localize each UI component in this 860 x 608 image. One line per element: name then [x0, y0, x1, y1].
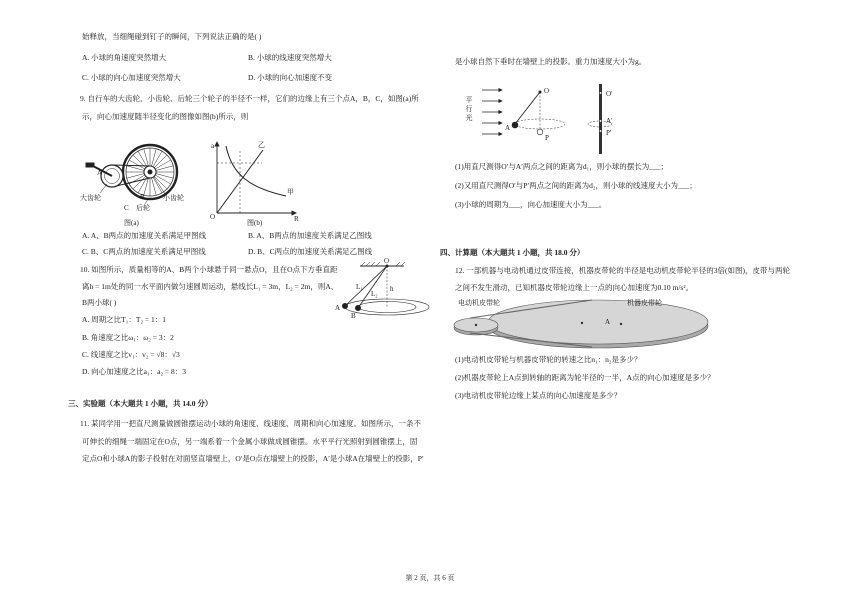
q10-option-d: D. 向心加速度之比a₁：a₂ = 8：3 — [82, 367, 187, 376]
label-wall-p: P′ — [606, 129, 612, 137]
q8-stem-tail: 始释放，当细绳碰到钉子的瞬间，下列说法正确的是( ) — [82, 32, 262, 41]
q11-part-3: (3)小球的周期为___，向心加速度大小为___。 — [455, 200, 607, 209]
label-line-yi: 乙 — [258, 141, 265, 149]
label-ball-a: A — [505, 124, 511, 132]
ball-p — [537, 129, 543, 135]
label-small-gear: 小齿轮 — [163, 194, 184, 202]
q9-option-a: A. A、B两点的加速度关系满足甲图线 — [82, 231, 207, 240]
suspension-point — [386, 265, 388, 267]
label-wall-o: O′ — [606, 90, 613, 98]
ball-b — [356, 306, 361, 311]
q10-figure-pendulums — [335, 257, 429, 320]
label-point-c: C — [124, 204, 129, 212]
q10-stem-line-2: 离h = 1m处的同一水平面内做匀速圆周运动，悬线长L₁ = 3m，L₂ = 2m，则A、 — [82, 282, 339, 291]
q9-figure-a-bicycle — [80, 145, 184, 227]
label-ball-p: P — [545, 134, 549, 142]
q11-stem-line-4: 是小球自然下垂时在墙壁上的投影。重力加速度大小为g。 — [455, 57, 647, 66]
label-point-a: A — [605, 318, 611, 326]
label-x-axis: R — [294, 215, 299, 223]
q10-option-a: A. 周期之比T₁：T₂ = 1：1 — [82, 315, 167, 324]
q12-part-2: (2)机器皮带轮上A点到转轴的距离为轮半径的一半，A点的向心加速度是多少？ — [455, 373, 715, 382]
chain-top — [112, 165, 150, 166]
q11-stem-line-3: 定点O和小球A的影子投射在对面竖直墙壁上，O′是O点在墙壁上的投影，A′是小球A在墙壁上的投影，P′ — [82, 454, 424, 463]
label-h: h — [390, 285, 394, 293]
rear-hub — [148, 170, 152, 174]
label-parallel-light: 平行光 — [465, 96, 473, 123]
section-4-title: 四、计算题（本大题共 1 小题，共 18.0 分） — [440, 248, 585, 257]
q9-option-b: B. A、B两点的加速度关系满足乙图线 — [248, 231, 372, 240]
orbit-b — [358, 302, 416, 313]
label-motor-pulley: 电动机皮带轮 — [458, 299, 500, 307]
q8-option-b: B. 小球的线速度突然增大 — [248, 53, 332, 62]
label-point-o: O — [544, 87, 550, 95]
ball-a — [343, 304, 348, 309]
label-point-b: B — [140, 193, 145, 201]
q12-part-3: (3)电动机皮带轮边缘上某点的向心加速度是多少？ — [455, 391, 622, 400]
label-wall-a: A′ — [606, 117, 613, 125]
page-number: 第 2 页，共 6 页 — [405, 574, 455, 582]
caption-figure-b: 图(b) — [247, 219, 263, 227]
q12-stem-line-1: 12. 一部机器与电动机通过皮带连接，机器皮带轮的半径是电动机皮带轮半径的3倍(如图)，皮带与两轮 — [455, 266, 790, 275]
label-ball-b: B — [351, 312, 356, 320]
machine-pulley-center — [581, 322, 583, 324]
q10-option-c: C. 线速度之比v₁：v₂ = √8：√3 — [82, 350, 180, 359]
q8-option-d: D. 小球的向心加速度不变 — [248, 73, 333, 82]
label-big-gear: 大齿轮 — [80, 194, 101, 202]
wall — [599, 84, 602, 154]
wall-dot-a — [599, 120, 601, 122]
label-machine-pulley: 机器皮带轮 — [627, 299, 662, 307]
label-origin: O — [210, 213, 216, 221]
q11-stem-line-2: 可伸长的细绳一端固定在O点，另一端系着一个金属小球做成圆锥摆。水平平行光照射到圆锥摆上，固 — [82, 437, 418, 446]
q10-stem-line-3: B两小球( ) — [82, 298, 117, 307]
q12-part-1: (1)电动机皮带轮与机器皮带轮的转速之比n₁：n₂是多少？ — [455, 355, 642, 364]
q12-figure-pulleys — [454, 298, 708, 348]
machine-pulley-face — [488, 300, 708, 344]
q9-figure-b-graph — [210, 141, 299, 227]
wall-dot-o — [599, 92, 601, 94]
label-l1: L₁ — [356, 283, 363, 291]
label-rear-wheel: 后轮 — [136, 204, 150, 212]
q9-stem-line-2: 示，向心加速度随半径变化的图像如图(b)所示，则 — [82, 112, 249, 121]
q9-stem-line-1: 9. 自行车的大齿轮、小齿轮、后轮三个轮子的半径不一样，它们的边缘上有三个点A，B，C，如图(a)所 — [80, 94, 419, 103]
ball-a — [512, 122, 518, 128]
q10-option-b: B. 角速度之比ω₁：ω₂ = 3：2 — [82, 333, 174, 342]
q9-option-d: D. B、C两点的加速度关系满足乙图线 — [248, 247, 373, 256]
label-ball-a: A — [335, 304, 341, 312]
label-y-axis: a — [211, 142, 215, 150]
q10-stem-line-1: 10. 如图所示，质量相等的A、B两个小球悬于同一悬点O，且在O点下方垂直距 — [80, 265, 338, 274]
q11-figure-shadow — [482, 84, 613, 154]
label-point-o: O — [384, 257, 390, 265]
ceiling-hatch — [361, 262, 405, 266]
pivot-o — [539, 91, 541, 93]
wall-dot-p — [599, 130, 601, 132]
pedal — [86, 163, 94, 167]
q8-option-c: C. 小球的向心加速度突然增大 — [82, 73, 181, 82]
motor-pulley-center — [475, 324, 477, 326]
q11-part-2: (2)又用直尺测得O′与P′两点之间的距离为d₂，则小球的线速度大小为___； — [455, 181, 697, 190]
point-a-dot — [620, 323, 622, 325]
caption-figure-a: 图(a) — [124, 219, 139, 227]
q12-stem-line-2: 之间不发生滑动，已知机器皮带轮边缘上一点的向心加速度为0.10 m/s²。 — [455, 283, 694, 292]
label-curve-jia: 甲 — [287, 188, 294, 196]
q11-stem-line-1: 11. 某同学用一把直尺测量做圆锥摆运动小球的角速度、线速度、周期和向心加速度。如图所示，一条不 — [80, 419, 421, 428]
section-3-title: 三、实验题（本大题共 1 小题，共 14.0 分） — [68, 399, 213, 408]
q8-option-a: A. 小球的角速度突然增大 — [82, 53, 167, 62]
q9-option-c: C. B、C两点的加速度关系满足甲图线 — [82, 247, 206, 256]
label-l2: L₂ — [371, 290, 378, 298]
label-point-a: A — [97, 169, 103, 177]
big-gear-leader — [100, 184, 107, 193]
q11-part-1: (1)用直尺测得O′与A′两点之间的距离为d₁，则小球的摆长为___； — [455, 162, 668, 171]
